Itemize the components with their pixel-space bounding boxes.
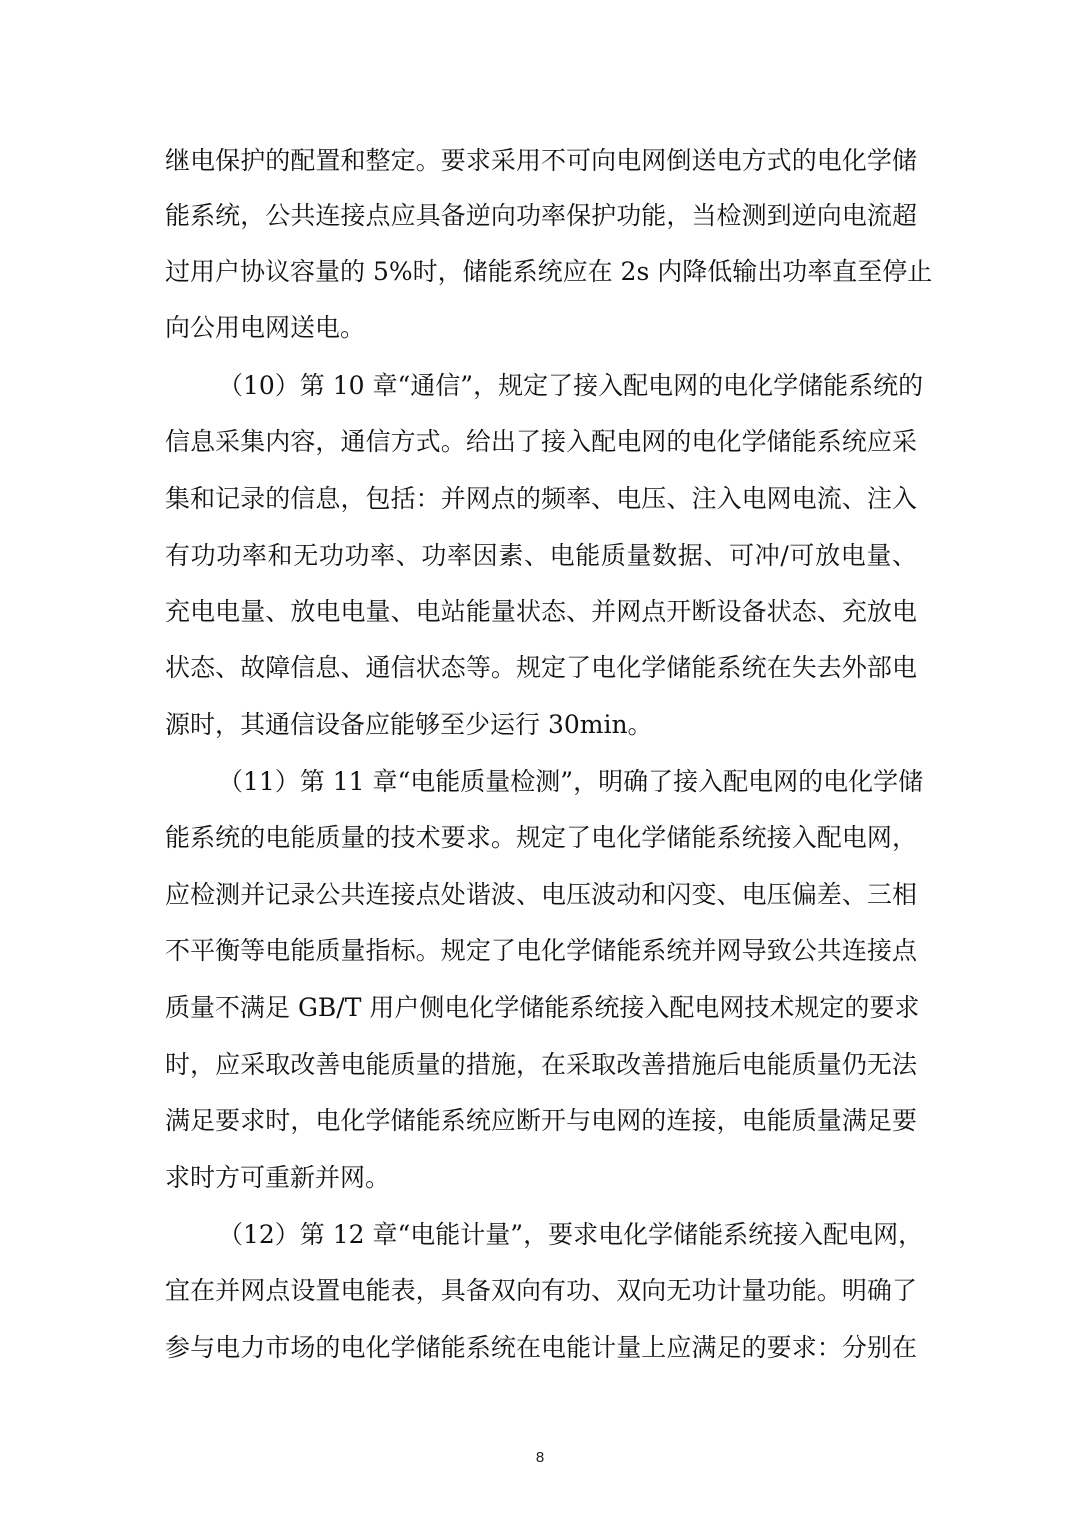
- paragraph-first-line: （12）第 12 章“电能计量”，要求电化学储能系统接入配电网，: [218, 1220, 924, 1249]
- text-line: 充电电量、放电电量、电站能量状态、并网点开断设备状态、充放电: [165, 597, 917, 626]
- text-line: 能系统，公共连接点应具备逆向功率保护功能，当检测到逆向电流超: [165, 201, 917, 230]
- text-line: 质量不满足 GB/T 用户侧电化学储能系统接入配电网技术规定的要求: [165, 993, 920, 1022]
- text-line: 宜在并网点设置电能表，具备双向有功、双向无功计量功能。明确了: [165, 1276, 917, 1305]
- text-line: 有功功率和无功功率、功率因素、电能质量数据、可冲/可放电量、: [165, 541, 917, 570]
- text-line: 满足要求时，电化学储能系统应断开与电网的连接，电能质量满足要: [165, 1106, 917, 1135]
- text-line: 向公用电网送电。: [165, 313, 366, 342]
- page-number: 8: [535, 1449, 545, 1466]
- text-line: 时，应采取改善电能质量的措施，在采取改善措施后电能质量仍无法: [165, 1050, 917, 1079]
- text-line: 过用户协议容量的 5%时，储能系统应在 2s 内降低输出功率直至停止: [165, 257, 933, 286]
- text-line: 求时方可重新并网。: [165, 1163, 391, 1192]
- text-line: 集和记录的信息，包括：并网点的频率、电压、注入电网电流、注入: [165, 484, 917, 513]
- text-line: 应检测并记录公共连接点处谐波、电压波动和闪变、电压偏差、三相: [165, 880, 917, 909]
- text-line: 继电保护的配置和整定。要求采用不可向电网倒送电方式的电化学储: [165, 146, 917, 175]
- text-line: 源时，其通信设备应能够至少运行 30min。: [165, 710, 653, 739]
- text-line: 不平衡等电能质量指标。规定了电化学储能系统并网导致公共连接点: [165, 936, 917, 965]
- text-line: 状态、故障信息、通信状态等。规定了电化学储能系统在失去外部电: [165, 653, 917, 682]
- text-line: 能系统的电能质量的技术要求。规定了电化学储能系统接入配电网，: [165, 823, 917, 852]
- text-line: 参与电力市场的电化学储能系统在电能计量上应满足的要求：分别在: [165, 1333, 917, 1362]
- text-line: 信息采集内容，通信方式。给出了接入配电网的电化学储能系统应采: [165, 427, 917, 456]
- paragraph-first-line: （10）第 10 章“通信”，规定了接入配电网的电化学储能系统的: [218, 371, 924, 400]
- paragraph-first-line: （11）第 11 章“电能质量检测”，明确了接入配电网的电化学储: [218, 767, 924, 796]
